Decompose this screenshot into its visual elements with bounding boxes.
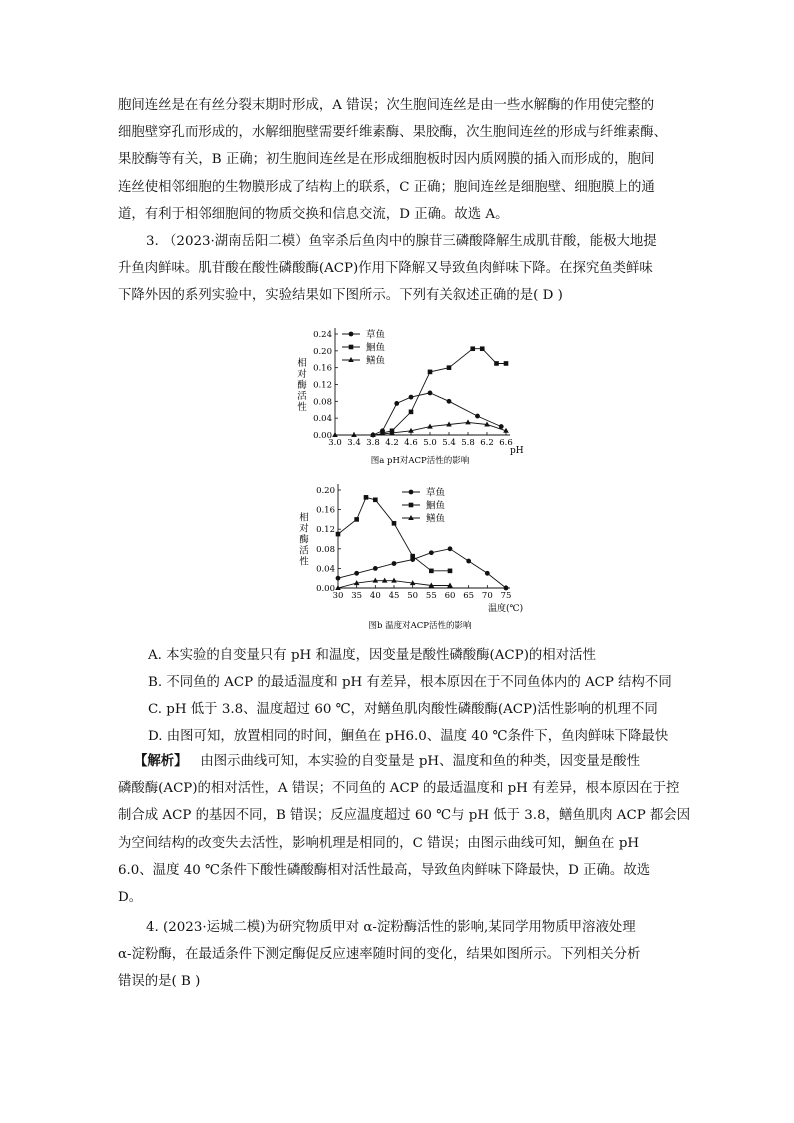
data-point	[409, 503, 414, 508]
x-tick-label: 6.6	[499, 438, 513, 448]
analysis	[118, 748, 691, 911]
y-axis-label: 性	[297, 402, 307, 413]
legend-label: 草鱼	[366, 329, 386, 341]
y-tick-label: 0.12	[313, 380, 332, 391]
data-point	[349, 332, 354, 337]
analysis-line: 6.0、温度 40 ℃条件下酸性磷酸酶相对活性最高，导致鱼肉鲜味下降最快，D 正确。故选	[118, 862, 651, 878]
text-line: 果胶酶等有关，B 正确；初生胞间连丝是在形成细胞板时因内质网膜的插入而形成的，胞间	[118, 152, 655, 168]
y-tick-label: 0.08	[316, 544, 335, 555]
y-tick-label: 0.12	[316, 525, 335, 536]
data-point	[332, 432, 338, 437]
data-point	[428, 370, 433, 375]
data-point	[354, 571, 359, 576]
analysis-text: 由图示曲线可知，本实验的自变量是 pH、温度和鱼的种类，因变量是酸性	[200, 754, 640, 769]
y-axis-label: 对	[297, 369, 307, 380]
y-axis-label: 性	[299, 556, 309, 568]
legend-label: 鮰鱼	[366, 342, 386, 354]
analysis-line: D。	[118, 890, 143, 906]
legend-label: 鮰鱼	[426, 500, 446, 512]
analysis-line	[118, 748, 678, 775]
x-tick-label: 75	[500, 591, 512, 601]
data-point	[354, 517, 359, 522]
data-point	[504, 361, 509, 366]
y-axis-label: 相	[299, 512, 309, 524]
question-4-line: 4. (2023·运城二模)为研究物质甲对 α-淀粉酶活性的影响,某同学用物质甲溶液处理	[146, 920, 636, 935]
y-axis-label: 活	[297, 391, 307, 402]
option-a: A. 本实验的自变量只有 pH 和温度，因变量是酸性磷酸酶(ACP)的相对活性	[148, 648, 596, 663]
text-line: 道，有利于相邻细胞间的物质交换和信息交流，D 正确。故选 A。	[118, 206, 509, 222]
legend-label: 鳝鱼	[366, 355, 386, 367]
y-tick-label: 0.08	[313, 397, 332, 408]
data-point	[336, 532, 341, 537]
data-point	[494, 361, 499, 366]
data-point	[348, 357, 354, 362]
data-point	[448, 546, 453, 551]
y-tick-label: 0.16	[316, 505, 335, 516]
question-3-line: 下降外因的系列实验中，实验结果如下图所示。下列有关叙述正确的是( D )	[118, 288, 563, 304]
data-point	[351, 432, 357, 437]
x-tick-label: 3.0	[328, 438, 342, 448]
data-point	[504, 586, 509, 591]
chart-ph-acp	[280, 322, 540, 470]
question-4	[118, 914, 678, 996]
data-point	[485, 571, 490, 576]
x-tick-label: 70	[481, 591, 493, 601]
option-c: C. pH 低于 3.8、温度超过 60 ℃，对鳝鱼肌肉酸性磷酸酶(ACP)活性影响的机理不同	[148, 702, 658, 717]
intro-paragraph	[118, 92, 678, 228]
data-point	[447, 399, 452, 404]
x-tick-label: 4.6	[404, 438, 418, 448]
data-point	[475, 414, 480, 419]
question-4-line: α-淀粉酶，在最适条件下测定酶促反应速率随时间的变化，结果如图所示。下列相关分析	[118, 947, 641, 963]
data-point	[429, 550, 434, 555]
data-point	[466, 559, 471, 564]
question-3-line: 升鱼肉鲜味。肌苷酸在酸性磷酸酶(ACP)作用下降解又导致鱼肉鲜味下降。在探究鱼类鲜味	[118, 261, 653, 277]
legend-label: 鳝鱼	[426, 513, 446, 525]
data-point	[392, 521, 397, 526]
data-point	[447, 365, 452, 370]
x-tick-label: 3.8	[366, 438, 380, 448]
text-line: 细胞壁穿孔而形成的，水解细胞壁需要纤维素酶、果胶酶，次生胞间连丝的形成与纤维素酶、	[118, 125, 668, 141]
data-point	[382, 578, 388, 583]
data-point	[364, 495, 369, 500]
y-tick-label: 0.04	[316, 564, 335, 575]
legend-label: 草鱼	[426, 487, 446, 499]
x-tick-label: 40	[369, 591, 381, 601]
analysis-line: 磷酸酶(ACP)的相对活性，A 错误；不同鱼的 ACP 的最适温度和 pH 有差异，根本原因在于控	[118, 781, 680, 797]
data-point	[373, 498, 378, 503]
x-tick-label: 45	[388, 591, 400, 601]
y-axis-label: 酶	[299, 534, 309, 546]
option-d: D. 由图可知，放置相同的时间，鮰鱼在 pH6.0、温度 40 ℃条件下，鱼肉鲜味下降最快	[148, 729, 669, 744]
x-tick-label: 6.2	[480, 438, 494, 448]
data-point	[410, 554, 415, 559]
chart-title: 图a pH对ACP活性的影响	[370, 456, 470, 466]
data-point	[408, 515, 414, 520]
y-axis-label: 对	[299, 523, 309, 535]
y-axis-label: 相	[297, 358, 307, 369]
chart-temp-acp	[280, 478, 540, 636]
data-point	[409, 395, 414, 400]
y-axis-label: 酶	[297, 380, 307, 391]
x-tick-label: 3.4	[347, 438, 361, 448]
data-point	[392, 561, 397, 566]
x-tick-label: 60	[444, 591, 456, 601]
y-tick-label: 0.16	[313, 363, 332, 374]
x-axis-label: pH	[510, 446, 524, 456]
x-tick-label: 50	[407, 591, 419, 601]
x-tick-label: 5.8	[461, 438, 475, 448]
text-line: 连丝使相邻细胞的生物膜形成了结构上的联系，C 正确；胞间连丝是细胞壁、细胞膜上的通	[118, 179, 655, 195]
data-point	[409, 490, 414, 495]
data-point	[448, 569, 453, 574]
y-tick-label: 0.20	[316, 486, 335, 496]
x-tick-label: 35	[351, 591, 363, 601]
analysis-line: 为空间结构的改变失去活性，影响机理是相同的，C 错误；由图示曲线可知，鮰鱼在 pH	[118, 835, 640, 851]
data-point	[373, 566, 378, 571]
data-point	[429, 569, 434, 574]
analysis-tag: 【解析】	[134, 753, 188, 769]
x-tick-label: 30	[332, 591, 344, 601]
y-tick-label: 0.00	[313, 431, 332, 441]
y-axis-label: 活	[299, 545, 309, 557]
data-point	[336, 576, 341, 581]
data-point	[349, 345, 354, 350]
x-tick-label: 55	[425, 591, 437, 601]
data-point	[480, 346, 485, 351]
y-tick-label: 0.24	[313, 330, 332, 340]
data-point	[465, 419, 471, 424]
data-point	[409, 410, 414, 415]
x-tick-label: 4.2	[385, 438, 399, 448]
data-point	[428, 391, 433, 396]
x-tick-label: 5.0	[423, 438, 437, 448]
question-3	[118, 228, 678, 310]
y-tick-label: 0.20	[313, 346, 332, 357]
chart-title: 图b 温度对ACP活性的影响	[368, 621, 472, 631]
series-line	[335, 422, 506, 435]
data-point	[470, 346, 475, 351]
data-point	[394, 401, 399, 406]
y-tick-label: 0.04	[313, 414, 332, 425]
question-3-line: 3. （2023·湖南岳阳二模）鱼宰杀后鱼肉中的腺苷三磷酸降解生成肌苷酸，能极大地提	[146, 234, 657, 249]
data-point	[447, 583, 453, 588]
text-line: 胞间连丝是在有丝分裂末期时形成，A 错误；次生胞间连丝是由一些水解酶的作用使完整的	[118, 98, 655, 113]
x-tick-label: 5.4	[442, 438, 456, 448]
data-point	[391, 578, 397, 583]
option-b: B. 不同鱼的 ACP 的最适温度和 pH 有差异，根本原因在于不同鱼体内的 ACP 结构不同	[148, 675, 672, 690]
x-tick-label: 65	[463, 591, 475, 601]
x-axis-label: 温度(℃)	[488, 604, 524, 614]
question-4-line: 错误的是( B )	[118, 974, 201, 990]
data-point	[373, 578, 379, 583]
y-tick-label: 0.00	[316, 584, 335, 594]
analysis-line: 制合成 ACP 的基因不同，B 错误；反应温度超过 60 ℃与 pH 低于 3.8，鳝鱼肌肉 ACP 都会因	[118, 808, 691, 824]
